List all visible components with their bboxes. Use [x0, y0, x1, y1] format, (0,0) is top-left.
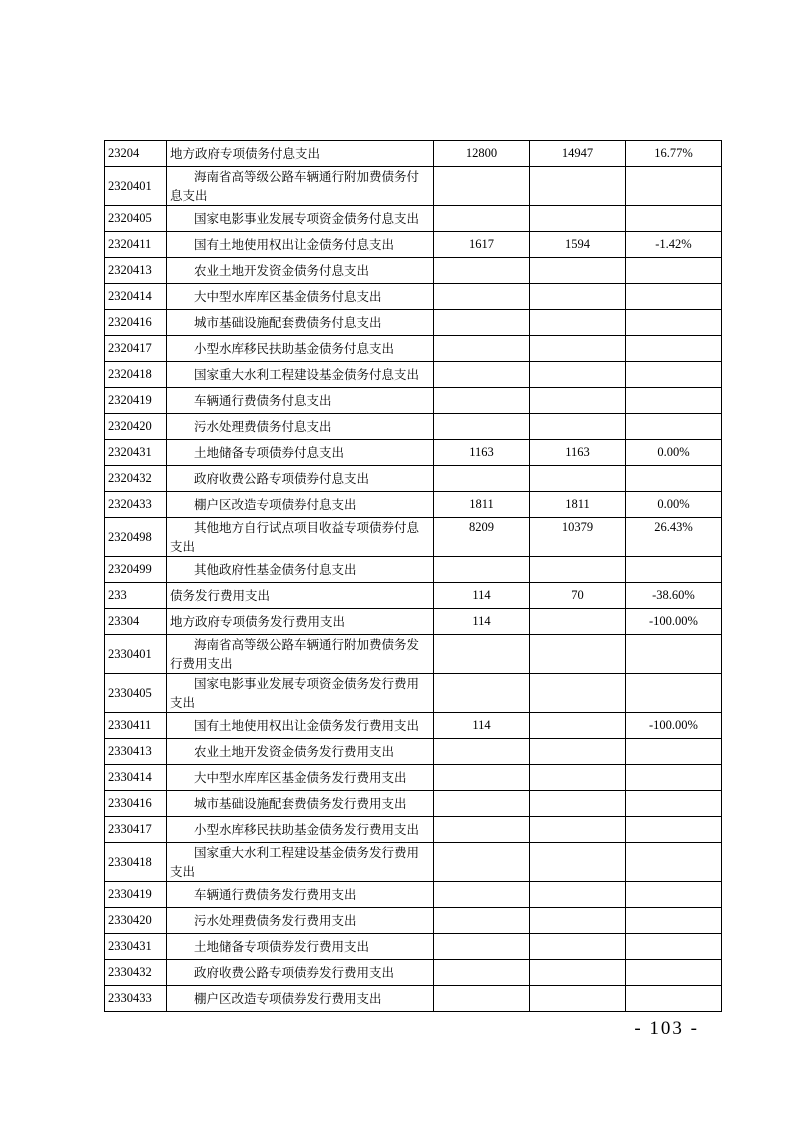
table-row	[105, 141, 722, 167]
row-code: 2320433	[105, 492, 167, 518]
table-row	[105, 557, 722, 583]
row-change-pct	[626, 635, 722, 674]
row-change-pct	[626, 258, 722, 284]
row-code: 2330433	[105, 986, 167, 1012]
row-name: 土地储备专项债券发行费用支出	[167, 934, 434, 960]
row-value-curr	[530, 310, 626, 336]
row-code: 2320498	[105, 518, 167, 557]
row-value-curr	[530, 674, 626, 713]
row-value-prev: 1811	[434, 492, 530, 518]
table-row	[105, 934, 722, 960]
table-row	[105, 167, 722, 206]
row-value-curr	[530, 960, 626, 986]
row-change-pct: 16.77%	[626, 141, 722, 167]
row-change-pct	[626, 882, 722, 908]
row-change-pct	[626, 765, 722, 791]
row-name: 国家电影事业发展专项资金债务付息支出	[167, 206, 434, 232]
row-name: 债务发行费用支出	[167, 583, 434, 609]
row-change-pct	[626, 934, 722, 960]
row-value-curr	[530, 843, 626, 882]
row-value-curr	[530, 739, 626, 765]
table-row	[105, 635, 722, 674]
row-change-pct	[626, 674, 722, 713]
table-row	[105, 986, 722, 1012]
row-value-curr	[530, 934, 626, 960]
row-name: 农业土地开发资金债务付息支出	[167, 258, 434, 284]
row-value-prev	[434, 362, 530, 388]
row-code: 2330431	[105, 934, 167, 960]
table-row	[105, 791, 722, 817]
row-code: 2320418	[105, 362, 167, 388]
row-code: 2320414	[105, 284, 167, 310]
table-row	[105, 284, 722, 310]
row-value-curr	[530, 609, 626, 635]
row-code: 2320413	[105, 258, 167, 284]
row-value-prev	[434, 167, 530, 206]
row-value-prev	[434, 817, 530, 843]
row-name: 污水处理费债务发行费用支出	[167, 908, 434, 934]
table-row	[105, 388, 722, 414]
row-code: 2320416	[105, 310, 167, 336]
table-row	[105, 466, 722, 492]
table-row	[105, 960, 722, 986]
row-value-prev	[434, 310, 530, 336]
row-value-prev	[434, 791, 530, 817]
table-row	[105, 843, 722, 882]
table-row	[105, 414, 722, 440]
row-code: 233	[105, 583, 167, 609]
row-value-curr	[530, 557, 626, 583]
row-code: 2320432	[105, 466, 167, 492]
row-code: 2330414	[105, 765, 167, 791]
row-value-curr: 1594	[530, 232, 626, 258]
table-row	[105, 765, 722, 791]
row-change-pct	[626, 284, 722, 310]
row-change-pct: 26.43%	[626, 518, 722, 557]
table-row	[105, 739, 722, 765]
row-change-pct	[626, 557, 722, 583]
row-change-pct	[626, 310, 722, 336]
row-value-curr	[530, 466, 626, 492]
budget-table-body	[105, 141, 722, 1012]
row-value-prev: 12800	[434, 141, 530, 167]
row-code: 2330432	[105, 960, 167, 986]
table-row	[105, 908, 722, 934]
row-value-curr	[530, 388, 626, 414]
row-change-pct	[626, 167, 722, 206]
row-value-curr: 14947	[530, 141, 626, 167]
row-value-curr	[530, 284, 626, 310]
row-change-pct: -38.60%	[626, 583, 722, 609]
row-name: 土地储备专项债券付息支出	[167, 440, 434, 466]
row-name: 农业土地开发资金债务发行费用支出	[167, 739, 434, 765]
row-name: 国有土地使用权出让金债务付息支出	[167, 232, 434, 258]
row-name: 车辆通行费债务发行费用支出	[167, 882, 434, 908]
row-code: 2330418	[105, 843, 167, 882]
row-value-prev	[434, 414, 530, 440]
budget-table	[104, 140, 722, 1012]
table-row	[105, 258, 722, 284]
row-value-prev: 1617	[434, 232, 530, 258]
row-value-prev	[434, 882, 530, 908]
row-change-pct: -100.00%	[626, 713, 722, 739]
row-name: 污水处理费债务付息支出	[167, 414, 434, 440]
row-value-curr	[530, 167, 626, 206]
row-change-pct	[626, 960, 722, 986]
row-name: 城市基础设施配套费债务付息支出	[167, 310, 434, 336]
row-code: 2330417	[105, 817, 167, 843]
row-value-prev: 114	[434, 609, 530, 635]
row-change-pct	[626, 414, 722, 440]
table-row	[105, 310, 722, 336]
row-change-pct	[626, 336, 722, 362]
row-name: 地方政府专项债务发行费用支出	[167, 609, 434, 635]
row-value-prev	[434, 557, 530, 583]
row-name: 小型水库移民扶助基金债务付息支出	[167, 336, 434, 362]
row-value-prev	[434, 336, 530, 362]
table-row	[105, 583, 722, 609]
row-code: 2320405	[105, 206, 167, 232]
row-value-prev: 8209	[434, 518, 530, 557]
row-code: 2330405	[105, 674, 167, 713]
table-row	[105, 882, 722, 908]
row-change-pct	[626, 466, 722, 492]
row-name: 小型水库移民扶助基金债务发行费用支出	[167, 817, 434, 843]
row-name: 海南省高等级公路车辆通行附加费债务付息支出	[167, 167, 434, 206]
row-value-curr: 1163	[530, 440, 626, 466]
table-row	[105, 206, 722, 232]
row-name: 城市基础设施配套费债务发行费用支出	[167, 791, 434, 817]
row-value-curr	[530, 791, 626, 817]
row-change-pct	[626, 388, 722, 414]
row-change-pct	[626, 843, 722, 882]
row-value-prev	[434, 284, 530, 310]
row-value-prev	[434, 843, 530, 882]
table-row	[105, 518, 722, 557]
row-code: 2330401	[105, 635, 167, 674]
row-name: 棚户区改造专项债券发行费用支出	[167, 986, 434, 1012]
row-name: 政府收费公路专项债券发行费用支出	[167, 960, 434, 986]
row-value-curr	[530, 336, 626, 362]
row-change-pct	[626, 791, 722, 817]
row-name: 国有土地使用权出让金债务发行费用支出	[167, 713, 434, 739]
row-value-curr: 1811	[530, 492, 626, 518]
row-code: 2330420	[105, 908, 167, 934]
row-code: 2330413	[105, 739, 167, 765]
row-value-prev: 114	[434, 713, 530, 739]
table-row	[105, 817, 722, 843]
row-value-curr	[530, 882, 626, 908]
row-code: 2330416	[105, 791, 167, 817]
row-value-prev	[434, 206, 530, 232]
table-row	[105, 440, 722, 466]
row-value-curr	[530, 986, 626, 1012]
row-change-pct: 0.00%	[626, 440, 722, 466]
row-value-curr	[530, 635, 626, 674]
row-code: 2320420	[105, 414, 167, 440]
row-change-pct: 0.00%	[626, 492, 722, 518]
row-change-pct	[626, 739, 722, 765]
row-value-curr: 10379	[530, 518, 626, 557]
row-value-curr	[530, 908, 626, 934]
row-change-pct	[626, 362, 722, 388]
row-value-curr	[530, 817, 626, 843]
row-change-pct	[626, 206, 722, 232]
row-code: 2320419	[105, 388, 167, 414]
table-row	[105, 609, 722, 635]
row-name: 大中型水库库区基金债务发行费用支出	[167, 765, 434, 791]
page-number: - 103 -	[634, 1018, 699, 1039]
table-row	[105, 362, 722, 388]
row-value-prev	[434, 388, 530, 414]
row-name: 政府收费公路专项债券付息支出	[167, 466, 434, 492]
row-value-curr	[530, 414, 626, 440]
row-value-prev	[434, 986, 530, 1012]
row-value-prev	[434, 635, 530, 674]
row-code: 2330419	[105, 882, 167, 908]
table-row	[105, 232, 722, 258]
row-code: 2320401	[105, 167, 167, 206]
row-change-pct: -1.42%	[626, 232, 722, 258]
row-name: 海南省高等级公路车辆通行附加费债务发行费用支出	[167, 635, 434, 674]
row-name: 地方政府专项债务付息支出	[167, 141, 434, 167]
row-code: 2320417	[105, 336, 167, 362]
row-value-prev	[434, 674, 530, 713]
row-name: 国家电影事业发展专项资金债务发行费用支出	[167, 674, 434, 713]
row-value-curr	[530, 362, 626, 388]
table-row	[105, 336, 722, 362]
table-row	[105, 492, 722, 518]
row-name: 其他地方自行试点项目收益专项债券付息支出	[167, 518, 434, 557]
row-code: 23304	[105, 609, 167, 635]
row-code: 2320499	[105, 557, 167, 583]
row-value-prev	[434, 908, 530, 934]
row-value-prev	[434, 466, 530, 492]
row-value-curr	[530, 765, 626, 791]
row-code: 23204	[105, 141, 167, 167]
row-value-curr	[530, 206, 626, 232]
row-name: 其他政府性基金债务付息支出	[167, 557, 434, 583]
row-change-pct	[626, 986, 722, 1012]
row-change-pct: -100.00%	[626, 609, 722, 635]
row-value-curr	[530, 713, 626, 739]
row-name: 大中型水库库区基金债务付息支出	[167, 284, 434, 310]
row-value-prev	[434, 765, 530, 791]
row-code: 2330411	[105, 713, 167, 739]
row-value-prev	[434, 934, 530, 960]
row-name: 国家重大水利工程建设基金债务付息支出	[167, 362, 434, 388]
row-code: 2320431	[105, 440, 167, 466]
row-change-pct	[626, 817, 722, 843]
row-value-prev: 114	[434, 583, 530, 609]
row-value-prev: 1163	[434, 440, 530, 466]
row-value-prev	[434, 258, 530, 284]
table-row	[105, 674, 722, 713]
row-value-curr	[530, 258, 626, 284]
row-name: 国家重大水利工程建设基金债务发行费用支出	[167, 843, 434, 882]
row-name: 棚户区改造专项债券付息支出	[167, 492, 434, 518]
row-change-pct	[626, 908, 722, 934]
row-value-curr: 70	[530, 583, 626, 609]
row-value-prev	[434, 960, 530, 986]
table-row	[105, 713, 722, 739]
row-value-prev	[434, 739, 530, 765]
row-name: 车辆通行费债务付息支出	[167, 388, 434, 414]
row-code: 2320411	[105, 232, 167, 258]
